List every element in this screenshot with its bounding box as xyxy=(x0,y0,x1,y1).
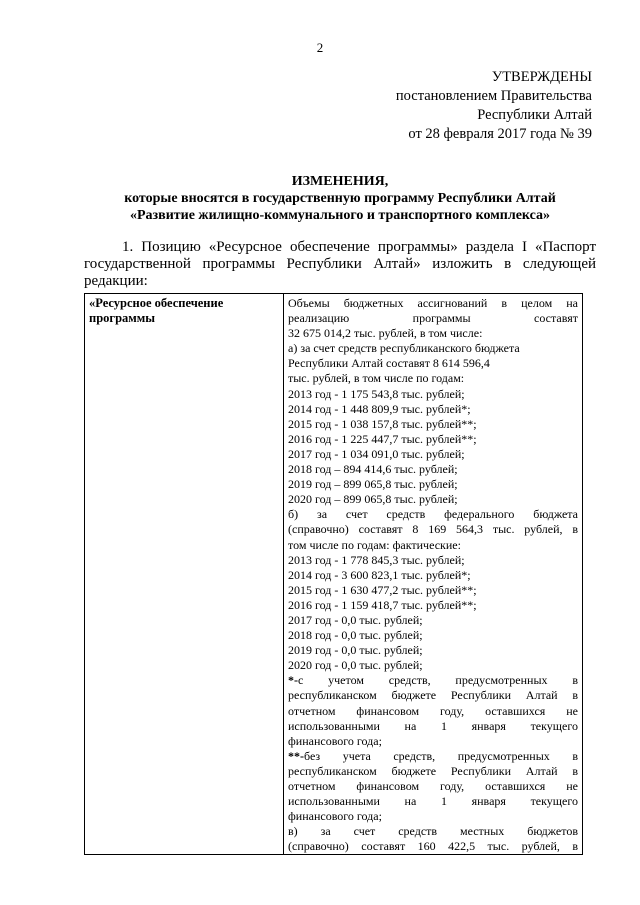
approval-stamp xyxy=(332,68,592,144)
value-line: б) за счет средств федерального бюджета xyxy=(288,507,578,522)
value-line: 2017 год - 0,0 тыс. рублей; xyxy=(288,612,423,627)
document-title xyxy=(40,173,640,224)
footnote-text: без учета средств, предусмотренных в xyxy=(304,748,578,763)
value-line: 2015 год - 1 038 157,8 тыс. рублей**; xyxy=(288,416,477,431)
footnote-mark: *- xyxy=(288,673,298,688)
intro-paragraph xyxy=(84,239,596,290)
value-line: отчетном финансовом году, оставшихся не xyxy=(288,703,578,718)
approval-heading: УТВЕРЖДЕНЫ xyxy=(491,69,592,85)
intro-line-2: государственной программы Республики Алтай» изложить в следующей xyxy=(84,256,596,272)
value-line: тыс. рублей, в том числе по годам: xyxy=(288,371,465,386)
page-number: 2 xyxy=(316,40,324,55)
value-line: Республики Алтай составят 8 614 596,4 xyxy=(288,356,490,371)
value-line: республиканском бюджете Республики Алтай в xyxy=(288,763,578,778)
value-line: реализацию программы составят xyxy=(288,311,578,326)
value-line: использованными на 1 января текущего xyxy=(288,794,578,809)
footnote-mark: **- xyxy=(288,748,304,763)
value-line: 2019 год - 0,0 тыс. рублей; xyxy=(288,643,423,658)
value-line: 2013 год - 1 175 543,8 тыс. рублей; xyxy=(288,386,465,401)
label-line-1: «Ресурсное обеспечение xyxy=(89,296,224,310)
value-line: а) за счет средств республиканского бюджета xyxy=(288,341,520,356)
value-line: 2014 год - 3 600 823,1 тыс. рублей*; xyxy=(288,567,471,582)
value-line: 2015 год - 1 630 477,2 тыс. рублей**; xyxy=(288,582,477,597)
value-line: (справочно) составят 8 169 564,3 тыс. рублей, в xyxy=(288,522,578,537)
footnote-text: с учетом средств, предусмотренных в xyxy=(298,673,578,688)
value-line: Объемы бюджетных ассигнований в целом на xyxy=(288,296,578,310)
value-line: 2016 год - 1 159 418,7 тыс. рублей**; xyxy=(288,597,477,612)
approval-line-3: от 28 февраля 2017 года № 39 xyxy=(408,126,592,142)
intro-line-1: 1. Позицию «Ресурсное обеспечение программы» раздела I «Паспорт xyxy=(122,239,596,255)
table-cell-label xyxy=(85,294,284,855)
title-line-1: ИЗМЕНЕНИЯ, xyxy=(291,174,389,189)
value-line: 2013 год - 1 778 845,3 тыс. рублей; xyxy=(288,552,465,567)
value-line: (справочно) составят 160 422,5 тыс. рублей, в xyxy=(288,839,578,854)
value-line: 2020 год - 0,0 тыс. рублей; xyxy=(288,658,423,673)
footnote-line xyxy=(288,673,578,688)
value-line: том числе по годам: фактические: xyxy=(288,537,461,552)
value-line: республиканском бюджете Республики Алтай в xyxy=(288,688,578,703)
value-line: финансового года; xyxy=(288,733,382,748)
label-line-2: программы xyxy=(89,311,156,325)
approval-line-2: Республики Алтай xyxy=(477,107,592,123)
value-line: 2020 год – 899 065,8 тыс. рублей; xyxy=(288,492,458,507)
footnote-line xyxy=(288,749,578,764)
value-line: в) за счет средств местных бюджетов xyxy=(288,824,578,839)
value-line: 2016 год - 1 225 447,7 тыс. рублей**; xyxy=(288,431,477,446)
value-line: 2017 год - 1 034 091,0 тыс. рублей; xyxy=(288,446,465,461)
intro-line-3: редакции: xyxy=(84,273,148,289)
approval-line-1: постановлением Правительства xyxy=(395,88,592,104)
value-line: 2014 год - 1 448 809,9 тыс. рублей*; xyxy=(288,401,471,416)
value-line: 2018 год – 894 414,6 тыс. рублей; xyxy=(288,462,458,477)
value-line: использованными на 1 января текущего xyxy=(288,718,578,733)
resource-table xyxy=(84,293,583,855)
title-line-3: «Развитие жилищно-коммунального и транспортного комплекса» xyxy=(129,208,551,223)
table-row xyxy=(85,294,583,855)
value-line: отчетном финансовом году, оставшихся не xyxy=(288,779,578,793)
table-cell-value xyxy=(284,294,583,855)
value-line: 2018 год - 0,0 тыс. рублей; xyxy=(288,628,423,643)
value-line: 2019 год – 899 065,8 тыс. рублей; xyxy=(288,477,458,492)
title-line-2: которые вносятся в государственную программу Республики Алтай xyxy=(124,191,556,206)
value-line: 32 675 014,2 тыс. рублей, в том числе: xyxy=(288,326,483,341)
value-line: финансового года; xyxy=(288,809,382,824)
